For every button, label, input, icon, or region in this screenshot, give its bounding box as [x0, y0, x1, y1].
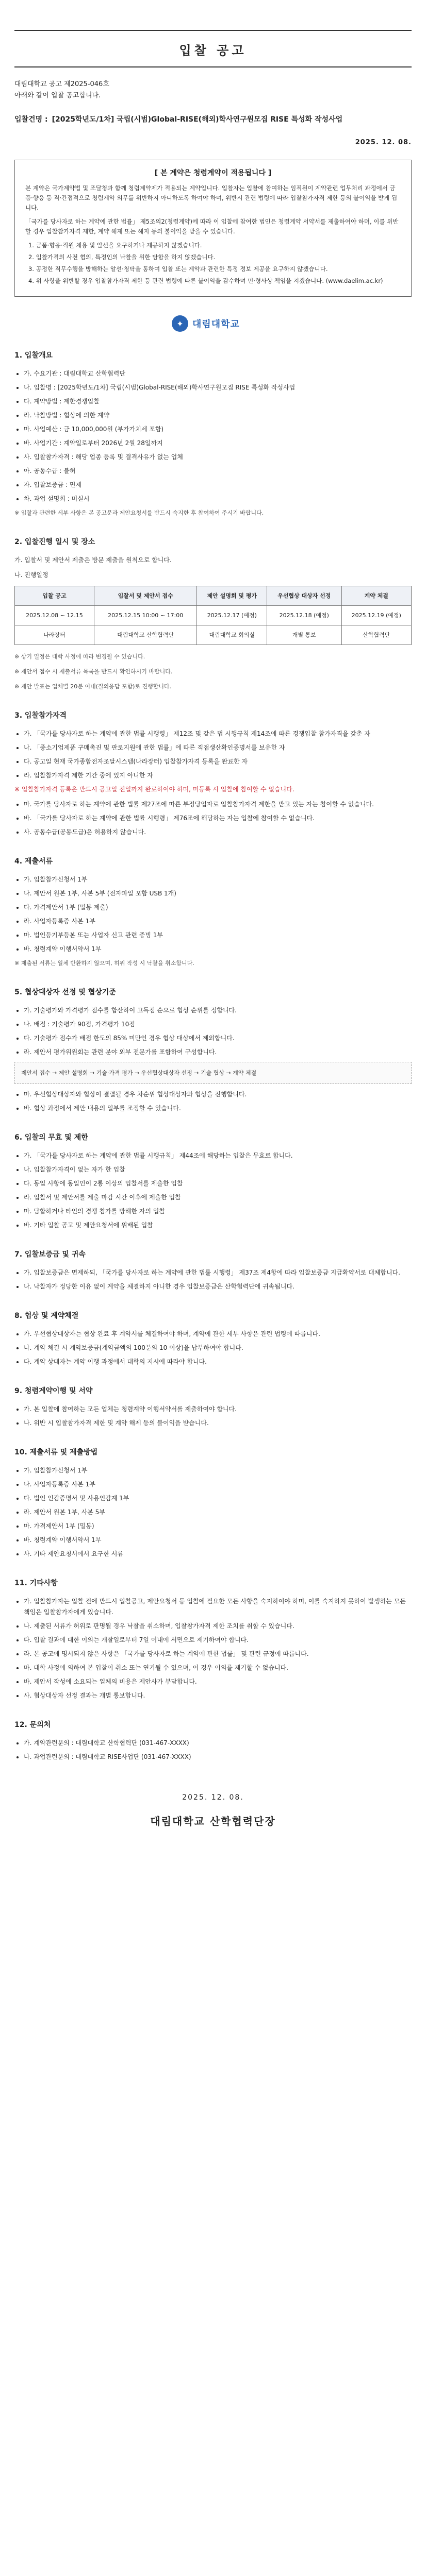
section-schedule	[14, 537, 412, 692]
list-item: • 자. 입찰보증금 : 면제	[24, 480, 412, 490]
list-item: • 다. 동일 사항에 동일인이 2통 이상의 입찰서를 제출한 입찰	[24, 1178, 412, 1189]
list-item: • 다. 가격제안서 1부 (밀봉 제출)	[24, 902, 412, 913]
invalid-list	[14, 1150, 412, 1231]
list-item: • 나. 배점 : 기술평가 90점, 가격평가 10점	[24, 1019, 412, 1030]
list-item: • 나. 낙찰자가 정당한 이유 없이 계약을 체결하지 아니한 경우 입찰보증금은 산학협력단에 귀속됩니다.	[24, 1281, 412, 1292]
list-item: • 가. 「국가를 당사자로 하는 계약에 관한 법률 시행령」 제12조 및 같은 법 시행규칙 제14조에 따른 경쟁입찰 참가자격을 갖춘 자	[24, 728, 412, 739]
deposit-list	[14, 1267, 412, 1292]
list-item: • 가. 입찰참가신청서 1부	[24, 874, 412, 885]
list-item: • 나. 과업관련문의 : 대림대학교 RISE사업단 (031-467-XXXX)	[24, 1752, 412, 1762]
list-item: • 라. 사업자등록증 사본 1부	[24, 916, 412, 927]
list-item: • 가. 입찰참가자는 입찰 전에 반드시 입찰공고, 제안요청서 등 입찰에 필요한 모든 사항을 숙지하여야 하며, 이를 숙지하지 못하여 발생하는 모든 책임은 입찰참가자에게 있습니다.	[24, 1596, 412, 1618]
list-item: • 가. 수요기관 : 대림대학교 산학협력단	[24, 368, 412, 379]
list-item: • 사. 기타 제안요청서에서 요구한 서류	[24, 1549, 412, 1560]
list-item: • 가. 우선협상대상자는 협상 완료 후 계약서를 체결하여야 하며, 계약에 관한 세부 사항은 관련 법령에 따릅니다.	[24, 1329, 412, 1340]
section-heading: 1. 입찰개요	[14, 351, 53, 360]
section-heading: 9. 청렴계약이행 및 서약	[14, 1387, 93, 1395]
section-heading: 5. 협상대상자 선정 및 협상기준	[14, 988, 116, 996]
subject-label: 입찰건명 :	[14, 115, 48, 124]
list-item: • 라. 낙찰방법 : 협상에 의한 계약	[24, 410, 412, 421]
title-bar	[14, 30, 412, 67]
list-item: • 나. 제안서 원본 1부, 사본 5부 (전자파일 포함 USB 1개)	[24, 888, 412, 899]
schedule-note: ※ 제안서 접수 시 제출서류 목록을 반드시 확인하시기 바랍니다.	[14, 668, 173, 675]
column-header: 우선협상 대상자 선정	[267, 586, 341, 606]
university-logo	[172, 315, 254, 332]
table-cell: 2025.12.19 (예정)	[341, 606, 412, 625]
list-item: • 바. 청렴계약 이행서약서 1부	[24, 1535, 412, 1546]
list-item: • 라. 본 공고에 명시되지 않은 사항은 「국가를 당사자로 하는 계약에 관한 법률」 및 관련 규정에 따릅니다.	[24, 1649, 412, 1659]
list-item: • 가. 입찰보증금은 면제하되, 「국가를 당사자로 하는 계약에 관한 법률 시행령」 제37조 제4항에 따라 입찰보증금 지급확약서로 대체합니다.	[24, 1267, 412, 1278]
section-heading: 11. 기타사항	[14, 1579, 58, 1587]
list-item: • 아. 공동수급 : 불허	[24, 466, 412, 477]
section-deposit	[14, 1249, 412, 1292]
process-flow: 제안서 접수 → 제안 설명회 → 기술·가격 평가 → 우선협상대상자 선정 → 기술 협상 → 계약 체결	[14, 1062, 412, 1084]
list-item: • 나. 위반 시 입찰참가자격 제한 및 계약 해제 등의 불이익을 받습니다.	[24, 1418, 412, 1429]
list-item: • 바. 사업기간 : 계약일로부터 2026년 2월 28일까지	[24, 438, 412, 449]
eligibility-list	[14, 728, 412, 781]
schedule-note: ※ 제안 발표는 업체별 20분 이내(질의응답 포함)로 진행합니다.	[14, 683, 172, 690]
list-item: • 나. 입찰참가자격이 없는 자가 한 입찰	[24, 1164, 412, 1175]
list-item: 4. 위 사항을 위반할 경우 입찰참가자격 제한 등 관련 법령에 따른 불이익을 감수하며 민·형사상 책임을 지겠습니다. (www.daelim.ac.kr)	[28, 277, 383, 284]
table-caption: 나. 진행일정	[14, 571, 48, 579]
list-item: • 마. 담합하거나 타인의 경쟁 참가를 방해한 자의 입찰	[24, 1206, 412, 1217]
list-item: • 마. 가격제안서 1부 (밀봉)	[24, 1521, 412, 1532]
list-item: • 라. 제안서 평가위원회는 관련 분야 외부 전문가를 포함하여 구성합니다.	[24, 1047, 412, 1058]
list-item: • 사. 공동수급(공동도급)은 허용하지 않습니다.	[24, 827, 412, 838]
table-cell: 2025.12.08 ~ 12.15	[15, 606, 94, 625]
logo-text: 대림대학교	[192, 319, 240, 330]
section-heading: 4. 제출서류	[14, 857, 53, 866]
list-item: • 마. 법인등기부등본 또는 사업자 신고 관련 증빙 1부	[24, 930, 412, 941]
list-item: • 다. 계약방법 : 제한경쟁입찰	[24, 396, 412, 407]
list-item: • 라. 제안서 원본 1부, 사본 5부	[24, 1507, 412, 1518]
list-item: • 나. 「중소기업제품 구매촉진 및 판로지원에 관한 법률」에 따른 직접생산확인증명서를 보유한 자	[24, 742, 412, 753]
list-item: • 바. 협상 과정에서 제안 내용의 일부를 조정할 수 있습니다.	[24, 1103, 412, 1114]
list-item: • 바. 제안서 작성에 소요되는 일체의 비용은 제안사가 부담합니다.	[24, 1676, 412, 1687]
table-cell: 나라장터	[15, 625, 94, 645]
list-item: • 나. 입찰명 : [2025학년도/1차] 국립(시범)Global-RISE(해외)학사연구원모집 RISE 특성화 작성사업	[24, 382, 412, 393]
integrity-box	[14, 160, 412, 297]
contract-list	[14, 1329, 412, 1367]
contact-list	[14, 1738, 412, 1762]
pledge-list	[14, 1404, 412, 1429]
list-item: 1. 금품·향응·직원 채용 및 알선을 요구하거나 제공하지 않겠습니다.	[28, 242, 202, 249]
list-item: • 가. 본 입찰에 참여하는 모든 업체는 청렴계약 이행서약서를 제출하여야 합니다.	[24, 1404, 412, 1415]
integrity-para: 「국가를 당사자로 하는 계약에 관한 법률」 제5조의2(청렴계약)에 따라 이 입찰에 참여한 법인은 청렴계약 서약서를 제출하여야 하며, 이를 위반할 경우 입찰참가자격 제한, 계약 해제 또는 해지 등의 불이익을 받을 수 있습니다.	[25, 218, 399, 235]
notice-number: 대림대학교 공고 제2025-046호	[14, 80, 109, 88]
section-heading: 6. 입찰의 무효 및 제한	[14, 1133, 88, 1142]
evaluation-extra-list	[14, 1089, 412, 1114]
schedule-table	[14, 586, 412, 645]
section-overview	[14, 350, 412, 518]
subject-text: [2025학년도/1차] 국립(시범)Global-RISE(해외)학사연구원모집 RISE 특성화 작성사업	[52, 115, 343, 124]
list-item: • 사. 입찰참가자격 : 해당 업종 등록 및 결격사유가 없는 업체	[24, 452, 412, 463]
section-contact	[14, 1720, 412, 1762]
notice-meta	[14, 79, 412, 101]
list-item: 2. 입찰가격의 사전 협의, 특정인의 낙찰을 위한 담합을 하지 않겠습니다.	[28, 253, 216, 261]
university-seal-icon: ✦	[172, 315, 188, 332]
table-cell: 개별 통보	[267, 625, 341, 645]
issuer-name: 대림대학교 산학협력단장	[150, 1815, 276, 1827]
signature-block	[14, 1793, 412, 1828]
list-item: • 다. 공고일 현재 국가종합전자조달시스템(나라장터) 입찰참가자격 등록을 완료한 자	[24, 756, 412, 767]
list-item: • 다. 계약 상대자는 계약 이행 과정에서 대학의 지시에 따라야 합니다.	[24, 1357, 412, 1367]
list-item: • 가. 계약관련문의 : 대림대학교 산학협력단 (031-467-XXXX)	[24, 1738, 412, 1749]
section-heading: 12. 문의처	[14, 1721, 51, 1729]
section-submission	[14, 1447, 412, 1560]
eligibility-extra-list	[14, 799, 412, 838]
misc-list	[14, 1596, 412, 1701]
eligibility-warning: ※ 입찰참가자격 등록은 반드시 공고일 전일까지 완료하여야 하며, 미등록 시 입찰에 참여할 수 없습니다.	[14, 786, 294, 793]
signature-date: 2025. 12. 08.	[182, 1793, 244, 1802]
section-invalid-bids	[14, 1132, 412, 1231]
page-title: 입찰 공고	[179, 43, 247, 58]
list-item: • 바. 청렴계약 이행서약서 1부	[24, 944, 412, 955]
list-item: • 가. 입찰참가신청서 1부	[24, 1465, 412, 1476]
list-item: • 마. 대학 사정에 의하여 본 입찰이 취소 또는 연기될 수 있으며, 이 경우 이의를 제기할 수 없습니다.	[24, 1663, 412, 1673]
list-item: • 다. 기술평가 점수가 배점 한도의 85% 미만인 경우 협상 대상에서 제외합니다.	[24, 1033, 412, 1044]
integrity-heading: [ 본 계약은 청렴계약이 적용됩니다 ]	[154, 169, 272, 177]
list-item: • 다. 입찰 결과에 대한 이의는 개찰일로부터 7일 이내에 서면으로 제기하여야 합니다.	[24, 1635, 412, 1646]
schedule-note: ※ 상기 일정은 대학 사정에 따라 변경될 수 있습니다.	[14, 653, 145, 660]
table-cell: 대림대학교 산학협력단	[94, 625, 196, 645]
column-header: 제안 설명회 및 평가	[197, 586, 267, 606]
section-heading: 7. 입찰보증금 및 귀속	[14, 1250, 86, 1259]
integrity-para: 본 계약은 국가계약법 및 조달청과 함께 청렴계약제가 적용되는 계약입니다. 입찰자는 입찰에 참여하는 임직원이 계약관련 업무처리 과정에서 금품·향응 등 직·간접적으로 청렴계약 의무를 위반하지 아니하도록 하여야 하며, 위반시 관련 법령에 따라 입찰참가자격 제한 등의 불이익을 받게 됩니다.	[25, 184, 398, 211]
column-header: 계약 체결	[341, 586, 412, 606]
table-row	[15, 625, 412, 645]
list-item: • 가. 기술평가와 가격평가 점수를 합산하여 고득점 순으로 협상 순위를 정합니다.	[24, 1005, 412, 1016]
list-item: • 마. 우선협상대상자와 협상이 결렬될 경우 차순위 협상대상자와 협상을 진행합니다.	[24, 1089, 412, 1100]
integrity-list	[25, 241, 401, 286]
evaluation-list	[14, 1005, 412, 1058]
list-item: • 나. 제출된 서류가 허위로 판명될 경우 낙찰을 취소하며, 입찰참가자격 제한 조치를 취할 수 있습니다.	[24, 1621, 412, 1632]
documents-note: ※ 제출된 서류는 일체 반환하지 않으며, 허위 작성 시 낙찰을 취소합니다.	[14, 960, 194, 967]
overview-note: ※ 입찰과 관련한 세부 사항은 본 공고문과 제안요청서를 반드시 숙지한 후 참여하여 주시기 바랍니다.	[14, 510, 264, 516]
table-cell: 2025.12.15 10:00 ~ 17:00	[94, 606, 196, 625]
overview-list	[14, 368, 412, 504]
list-item: • 마. 사업예산 : 금 10,000,000원 (부가가치세 포함)	[24, 424, 412, 435]
section-heading: 3. 입찰참가자격	[14, 711, 67, 720]
submission-list	[14, 1465, 412, 1560]
notice-date: 2025. 12. 08.	[355, 139, 412, 146]
table-cell: 대림대학교 회의실	[197, 625, 267, 645]
section-integrity-pledge	[14, 1386, 412, 1429]
section-heading: 10. 제출서류 및 제출방법	[14, 1448, 98, 1456]
section-misc	[14, 1578, 412, 1701]
table-cell: 산학협력단	[341, 625, 412, 645]
section-heading: 2. 입찰진행 일시 및 장소	[14, 538, 95, 546]
section-eligibility	[14, 710, 412, 838]
list-item: • 나. 사업자등록증 사본 1부	[24, 1479, 412, 1490]
schedule-intro: 가. 입찰서 및 제안서 제출은 방문 제출을 원칙으로 합니다.	[14, 556, 172, 564]
notice-intro: 아래와 같이 입찰 공고합니다.	[14, 92, 101, 99]
list-item: • 마. 국가를 당사자로 하는 계약에 관한 법률 제27조에 따른 부정당업자로 입찰참가자격 제한을 받고 있는 자는 참여할 수 없습니다.	[24, 799, 412, 810]
section-contract	[14, 1311, 412, 1367]
section-evaluation	[14, 987, 412, 1114]
list-item: • 차. 과업 설명회 : 미실시	[24, 494, 412, 504]
list-item: • 사. 협상대상자 선정 결과는 개별 통보합니다.	[24, 1690, 412, 1701]
table-cell: 2025.12.18 (예정)	[267, 606, 341, 625]
column-header: 입찰서 및 제안서 접수	[94, 586, 196, 606]
list-item: • 라. 입찰참가자격 제한 기간 중에 있지 아니한 자	[24, 770, 412, 781]
document	[14, 0, 412, 1828]
section-heading: 8. 협상 및 계약체결	[14, 1312, 79, 1320]
subject-line	[14, 114, 412, 124]
table-row	[15, 606, 412, 625]
list-item: • 바. 기타 입찰 공고 및 제안요청서에 위배된 입찰	[24, 1220, 412, 1231]
documents-list	[14, 874, 412, 955]
list-item: 3. 공정한 직무수행을 방해하는 알선·청탁을 통하여 입찰 또는 계약과 관련한 특정 정보 제공을 요구하지 않겠습니다.	[28, 265, 328, 273]
table-header-row	[15, 586, 412, 606]
list-item: • 바. 「국가를 당사자로 하는 계약에 관한 법률 시행령」 제76조에 해당하는 자는 입찰에 참여할 수 없습니다.	[24, 813, 412, 824]
table-cell: 2025.12.17 (예정)	[197, 606, 267, 625]
list-item: • 나. 계약 체결 시 계약보증금(계약금액의 100분의 10 이상)을 납부하여야 합니다.	[24, 1343, 412, 1353]
list-item: • 라. 입찰서 및 제안서를 제출 마감 시간 이후에 제출한 입찰	[24, 1192, 412, 1203]
section-documents	[14, 856, 412, 969]
column-header: 입찰 공고	[15, 586, 94, 606]
list-item: • 다. 법인 인감증명서 및 사용인감계 1부	[24, 1493, 412, 1504]
list-item: • 가. 「국가를 당사자로 하는 계약에 관한 법률 시행규칙」 제44조에 해당하는 입찰은 무효로 합니다.	[24, 1150, 412, 1161]
